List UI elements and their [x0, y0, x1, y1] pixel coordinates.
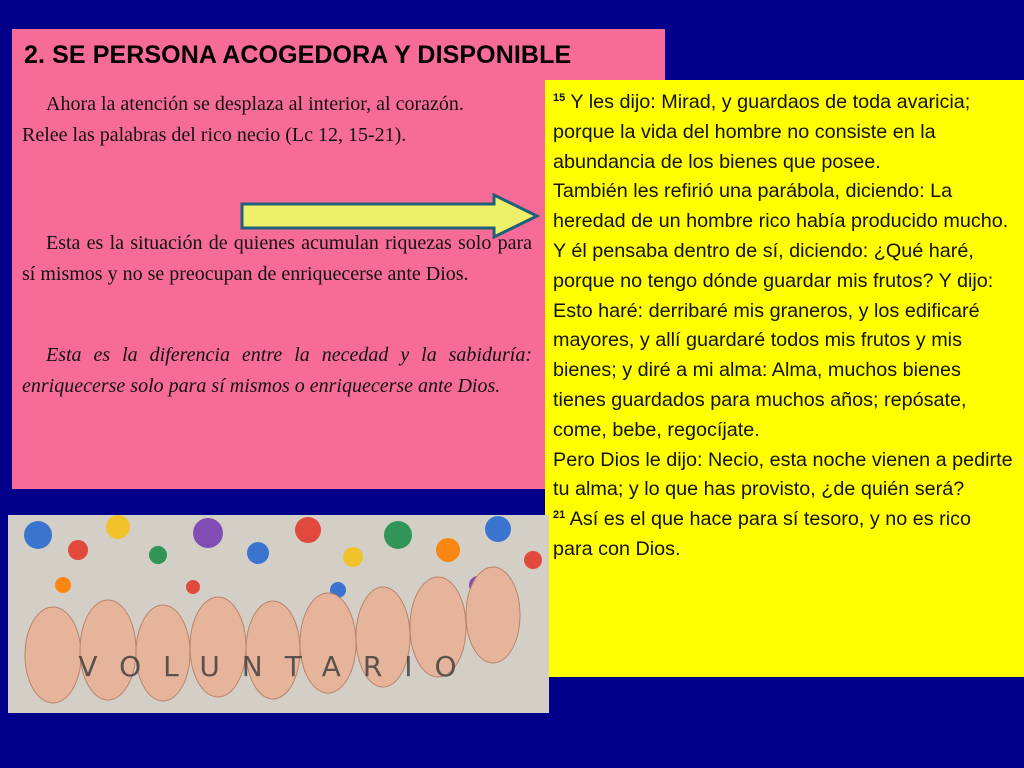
intro-line-1: Ahora la atención se desplaza al interior, al corazón.	[46, 93, 464, 115]
volunteer-hands-photo	[8, 515, 549, 713]
god-reply-text: Pero Dios le dijo: Necio, esta noche vienen a pedirte tu alma; y lo que has provisto, ¿de quién será?	[553, 448, 1013, 501]
verse-15	[553, 88, 1016, 177]
situation-paragraph: Esta es la situación de quienes acumulan riquezas solo para sí mismos y no se preocupan de enriquecerse ante Dios.	[22, 232, 532, 285]
verse-text: Así es el que hace para sí tesoro, y no es rico para con Dios.	[553, 508, 971, 560]
scripture-box	[545, 80, 1024, 677]
intro-line-2: Relee las palabras del rico necio (Lc 12, 15-21).	[22, 124, 407, 146]
verse-number: 15	[553, 92, 566, 104]
right-arrow-icon	[239, 192, 541, 240]
verse-number: 21	[553, 509, 566, 522]
intro-paragraph	[22, 89, 532, 151]
paint-splatter-background	[8, 515, 549, 713]
difference-paragraph: Esta es la diferencia entre la necedad y la sabiduría: enriquecerse solo para sí mismos o enriquecerse ante Dios.	[22, 344, 532, 397]
slide-title: 2. SE PERSONA ACOGEDORA Y DISPONIBLE	[24, 41, 572, 69]
parable-text: También les refirió una parábola, diciendo: La heredad de un hombre rico había producido mucho. Y él pensaba dentro de sí, diciendo: ¿Qué haré, porque no tengo dónde guardar mis frutos? Y dijo: Esto haré: derribaré mis graneros, y los edificaré mayores, y allí guardaré todos mis frutos y mis bienes; y diré a mi alma: Alma, muchos bienes tienes guardados para muchos años; repósate, come, bebe, regocíjate.	[553, 180, 1009, 441]
verse-text: Y les dijo: Mirad, y guardaos de toda avaricia; porque la vida del hombre no consiste en la abundancia de los bienes que posee.	[553, 91, 971, 173]
verse-21	[553, 505, 1016, 565]
volunteer-word: VOLUNTARIO	[78, 650, 479, 683]
